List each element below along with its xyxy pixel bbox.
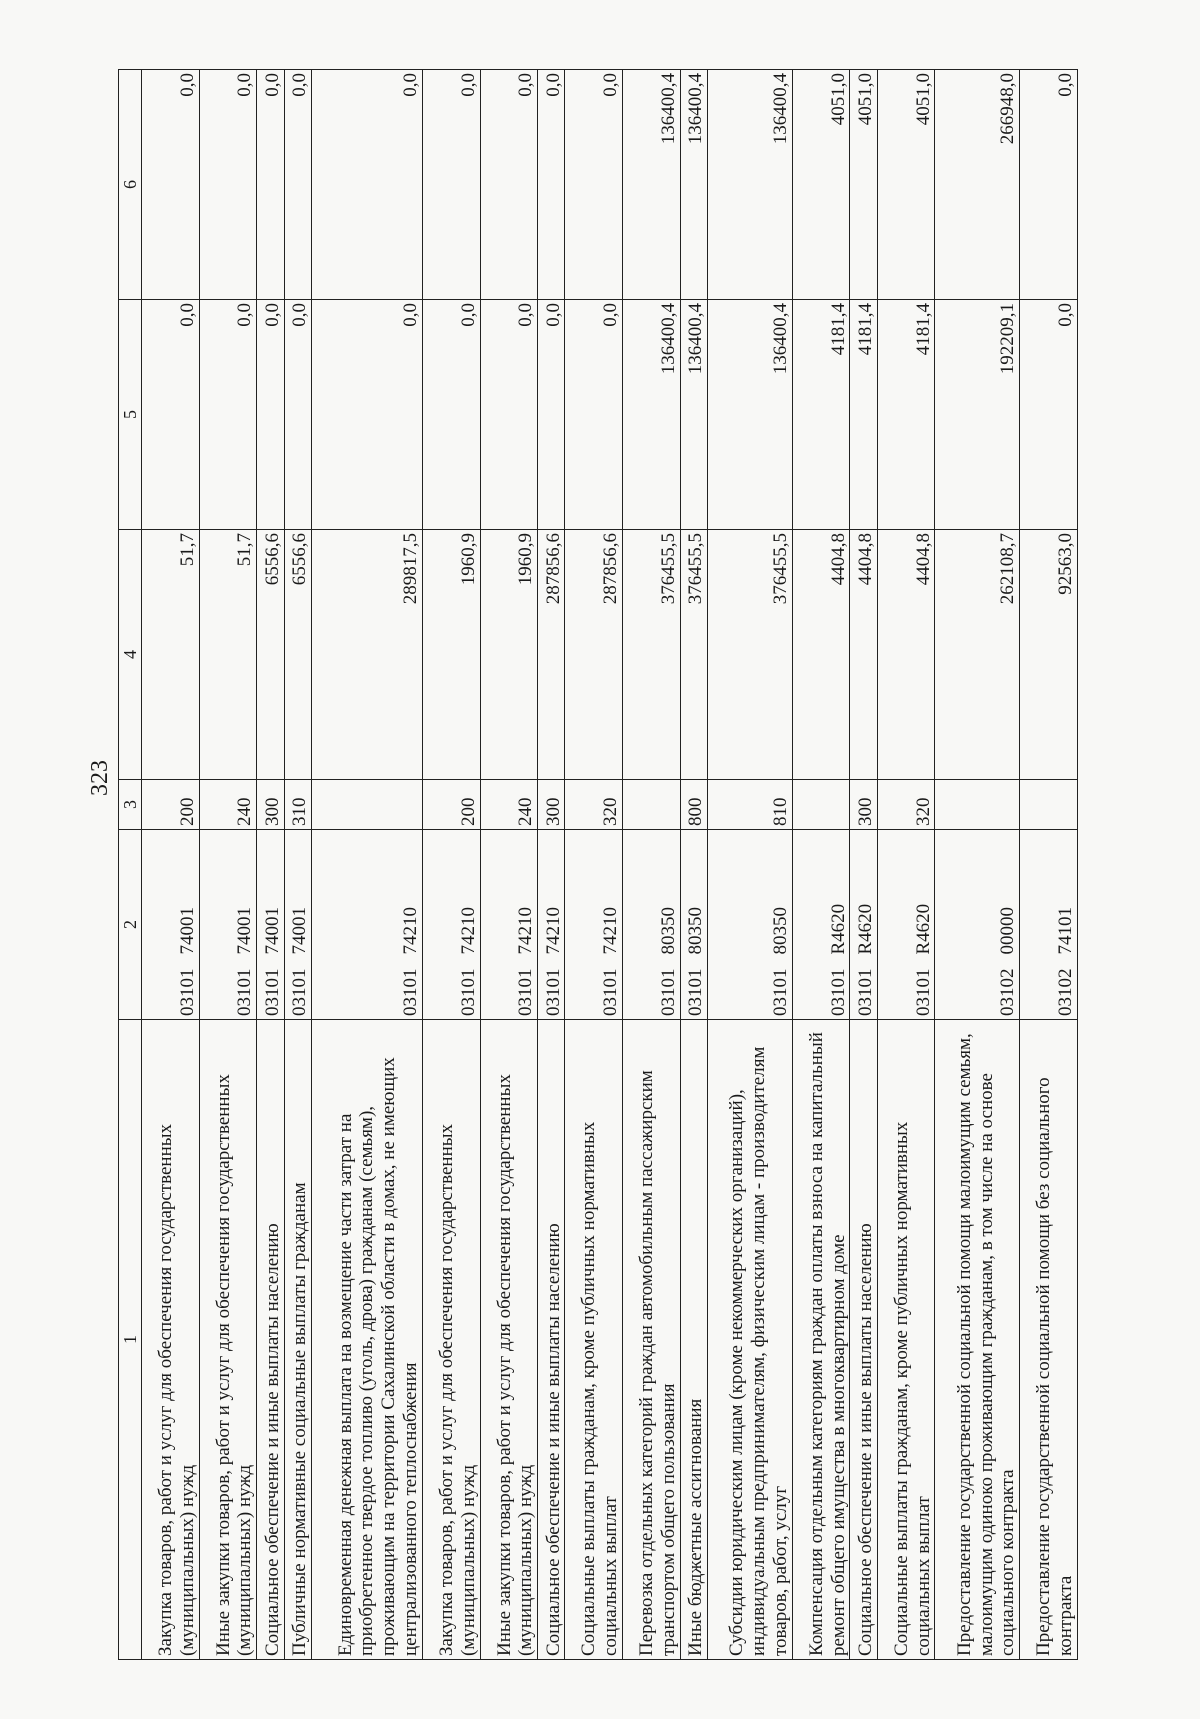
row-value-5: 0,0 [257,300,284,530]
code-part-b: 74101 [1055,907,1077,955]
code-part-a: 03101 [234,968,256,1016]
header-col-2: 2 [119,830,142,1020]
row-value-6: 4051,0 [792,70,850,300]
row-value-6: 4051,0 [850,70,877,300]
code-part-b: 74210 [515,907,537,955]
row-expense-type: 300 [850,780,877,830]
row-value-5: 0,0 [311,300,422,530]
table-row [850,70,877,1660]
row-name: Перевозка отдельных категорий граждан автомобильным пассажирским транспортом общего пользования [623,1020,681,1660]
row-value-5: 136400,4 [680,300,707,530]
row-value-5: 0,0 [142,300,200,530]
table-row [623,70,681,1660]
row-expense-type: 240 [480,780,538,830]
row-program-code [680,830,707,1020]
row-program-code [538,830,565,1020]
code-part-a: 03102 [997,968,1019,1016]
code-part-b: 80350 [685,907,707,955]
row-expense-type [935,780,1020,830]
row-value-6: 0,0 [311,70,422,300]
row-value-6: 266948,0 [935,70,1020,300]
row-value-5: 136400,4 [707,300,792,530]
row-value-6: 136400,4 [680,70,707,300]
row-name: Социальные выплаты гражданам, кроме публичных нормативных социальных выплат [565,1020,623,1660]
code-part-a: 03101 [770,968,792,1016]
header-row [119,70,142,1660]
row-value-4: 4404,8 [850,530,877,780]
row-name: Предоставление государственной социальной помощи малоимущим семьям, малоимущим одиноко проживающим гражданам, в том числе на основе социального контракта [935,1020,1020,1660]
code-part-a: 03101 [854,968,876,1016]
code-part-a: 03101 [657,968,679,1016]
table-row [142,70,200,1660]
row-value-5: 4181,4 [877,300,935,530]
row-name: Социальное обеспечение и иные выплаты населению [538,1020,565,1660]
code-part-a: 03101 [176,968,198,1016]
code-part-b: R4620 [854,903,876,955]
row-value-6: 0,0 [538,70,565,300]
row-value-6: 0,0 [422,70,480,300]
row-value-5: 4181,4 [792,300,850,530]
table-row [422,70,480,1660]
row-value-4: 1960,9 [480,530,538,780]
table-row [792,70,850,1660]
row-value-6: 0,0 [257,70,284,300]
row-value-5: 0,0 [199,300,257,530]
code-part-b: 74210 [457,907,479,955]
row-name: Публичные нормативные социальные выплаты гражданам [284,1020,311,1660]
row-name: Социальное обеспечение и иные выплаты населению [257,1020,284,1660]
row-value-4: 51,7 [199,530,257,780]
code-part-b: 74001 [234,907,256,955]
row-program-code [311,830,422,1020]
row-program-code [935,830,1020,1020]
row-program-code [707,830,792,1020]
code-part-b: 00000 [997,907,1019,955]
row-program-code [199,830,257,1020]
row-value-5: 0,0 [565,300,623,530]
row-value-4: 6556,6 [257,530,284,780]
row-program-code [623,830,681,1020]
header-col-6: 6 [119,70,142,300]
code-part-a: 03101 [288,968,310,1016]
row-program-code [792,830,850,1020]
row-name: Иные закупки товаров, работ и услуг для обеспечения государственных (муниципальных) нужд [480,1020,538,1660]
code-part-b: 74210 [542,907,564,955]
row-program-code [284,830,311,1020]
row-value-6: 136400,4 [707,70,792,300]
row-expense-type: 300 [538,780,565,830]
row-name: Единовременная денежная выплата на возмещение части затрат на приобретенное твердое топливо (уголь, дрова) гражданам (семьям), проживающим на территории Сахалинской области в домах, не имеющих централизованного теплоснабжения [311,1020,422,1660]
row-expense-type: 200 [142,780,200,830]
row-name: Закупка товаров, работ и услуг для обеспечения государственных (муниципальных) нужд [422,1020,480,1660]
table-row [538,70,565,1660]
row-program-code [565,830,623,1020]
row-name: Компенсация отдельным категориям граждан оплаты взноса на капитальный ремонт общего имущества в многоквартирном доме [792,1020,850,1660]
page-number: 323 [87,760,113,796]
row-value-4: 376455,5 [680,530,707,780]
table-row [284,70,311,1660]
row-expense-type: 810 [707,780,792,830]
code-part-b: 74001 [261,907,283,955]
row-value-5: 136400,4 [623,300,681,530]
code-part-a: 03101 [685,968,707,1016]
row-expense-type [623,780,681,830]
row-value-5: 0,0 [480,300,538,530]
row-value-6: 0,0 [480,70,538,300]
row-value-5: 192209,1 [935,300,1020,530]
row-value-6: 0,0 [199,70,257,300]
budget-table-rotated [118,70,1078,1660]
header-col-5: 5 [119,300,142,530]
row-value-4: 262108,7 [935,530,1020,780]
row-name: Социальные выплаты гражданам, кроме публичных нормативных социальных выплат [877,1020,935,1660]
row-program-code [1020,830,1078,1020]
row-expense-type [1020,780,1078,830]
table-row [1020,70,1078,1660]
table-row [877,70,935,1660]
code-part-b: 74001 [288,907,310,955]
row-value-6: 0,0 [142,70,200,300]
code-part-a: 03101 [515,968,537,1016]
table-row [480,70,538,1660]
table-row [565,70,623,1660]
budget-table [118,69,1078,1660]
row-value-4: 4404,8 [792,530,850,780]
code-part-a: 03101 [457,968,479,1016]
row-value-4: 92563,0 [1020,530,1078,780]
code-part-a: 03101 [261,968,283,1016]
row-expense-type: 320 [877,780,935,830]
table-row [257,70,284,1660]
code-part-b: R4620 [827,903,849,955]
row-expense-type: 800 [680,780,707,830]
row-expense-type [792,780,850,830]
header-col-4: 4 [119,530,142,780]
row-value-4: 4404,8 [877,530,935,780]
code-part-b: 74210 [600,907,622,955]
code-part-a: 03101 [912,968,934,1016]
code-part-a: 03101 [600,968,622,1016]
row-expense-type: 200 [422,780,480,830]
row-value-5: 0,0 [284,300,311,530]
code-part-a: 03101 [400,968,422,1016]
row-name: Социальное обеспечение и иные выплаты населению [850,1020,877,1660]
table-row [707,70,792,1660]
row-expense-type: 300 [257,780,284,830]
row-value-6: 0,0 [1020,70,1078,300]
row-expense-type: 310 [284,780,311,830]
header-col-3: 3 [119,780,142,830]
code-part-a: 03101 [827,968,849,1016]
row-value-4: 376455,5 [623,530,681,780]
row-value-6: 4051,0 [877,70,935,300]
row-value-5: 0,0 [538,300,565,530]
table-row [311,70,422,1660]
row-value-4: 289817,5 [311,530,422,780]
header-col-1: 1 [119,1020,142,1660]
code-part-b: 80350 [770,907,792,955]
row-program-code [480,830,538,1020]
code-part-b: 74210 [400,907,422,955]
code-part-b: R4620 [912,903,934,955]
table-row [680,70,707,1660]
row-value-6: 0,0 [284,70,311,300]
row-name: Субсидии юридическим лицам (кроме некоммерческих организаций), индивидуальным предпринимателям, физическим лицам - производителям товаров, работ, услуг [707,1020,792,1660]
row-value-5: 0,0 [422,300,480,530]
row-value-4: 376455,5 [707,530,792,780]
row-expense-type: 320 [565,780,623,830]
row-expense-type: 240 [199,780,257,830]
row-value-5: 4181,4 [850,300,877,530]
row-name: Предоставление государственной социальной помощи без социального контракта [1020,1020,1078,1660]
row-program-code [850,830,877,1020]
row-value-6: 136400,4 [623,70,681,300]
code-part-a: 03102 [1055,968,1077,1016]
row-expense-type [311,780,422,830]
row-name: Иные закупки товаров, работ и услуг для обеспечения государственных (муниципальных) нужд [199,1020,257,1660]
table-row [199,70,257,1660]
table-row [935,70,1020,1660]
row-value-4: 51,7 [142,530,200,780]
code-part-a: 03101 [542,968,564,1016]
row-value-6: 0,0 [565,70,623,300]
code-part-b: 80350 [657,907,679,955]
row-value-4: 1960,9 [422,530,480,780]
row-name: Иные бюджетные ассигнования [680,1020,707,1660]
row-program-code [257,830,284,1020]
row-value-4: 287856,6 [565,530,623,780]
row-program-code [142,830,200,1020]
row-program-code [422,830,480,1020]
code-part-b: 74001 [176,907,198,955]
row-value-4: 287856,6 [538,530,565,780]
row-value-5: 0,0 [1020,300,1078,530]
row-name: Закупка товаров, работ и услуг для обеспечения государственных (муниципальных) нужд [142,1020,200,1660]
row-program-code [877,830,935,1020]
row-value-4: 6556,6 [284,530,311,780]
